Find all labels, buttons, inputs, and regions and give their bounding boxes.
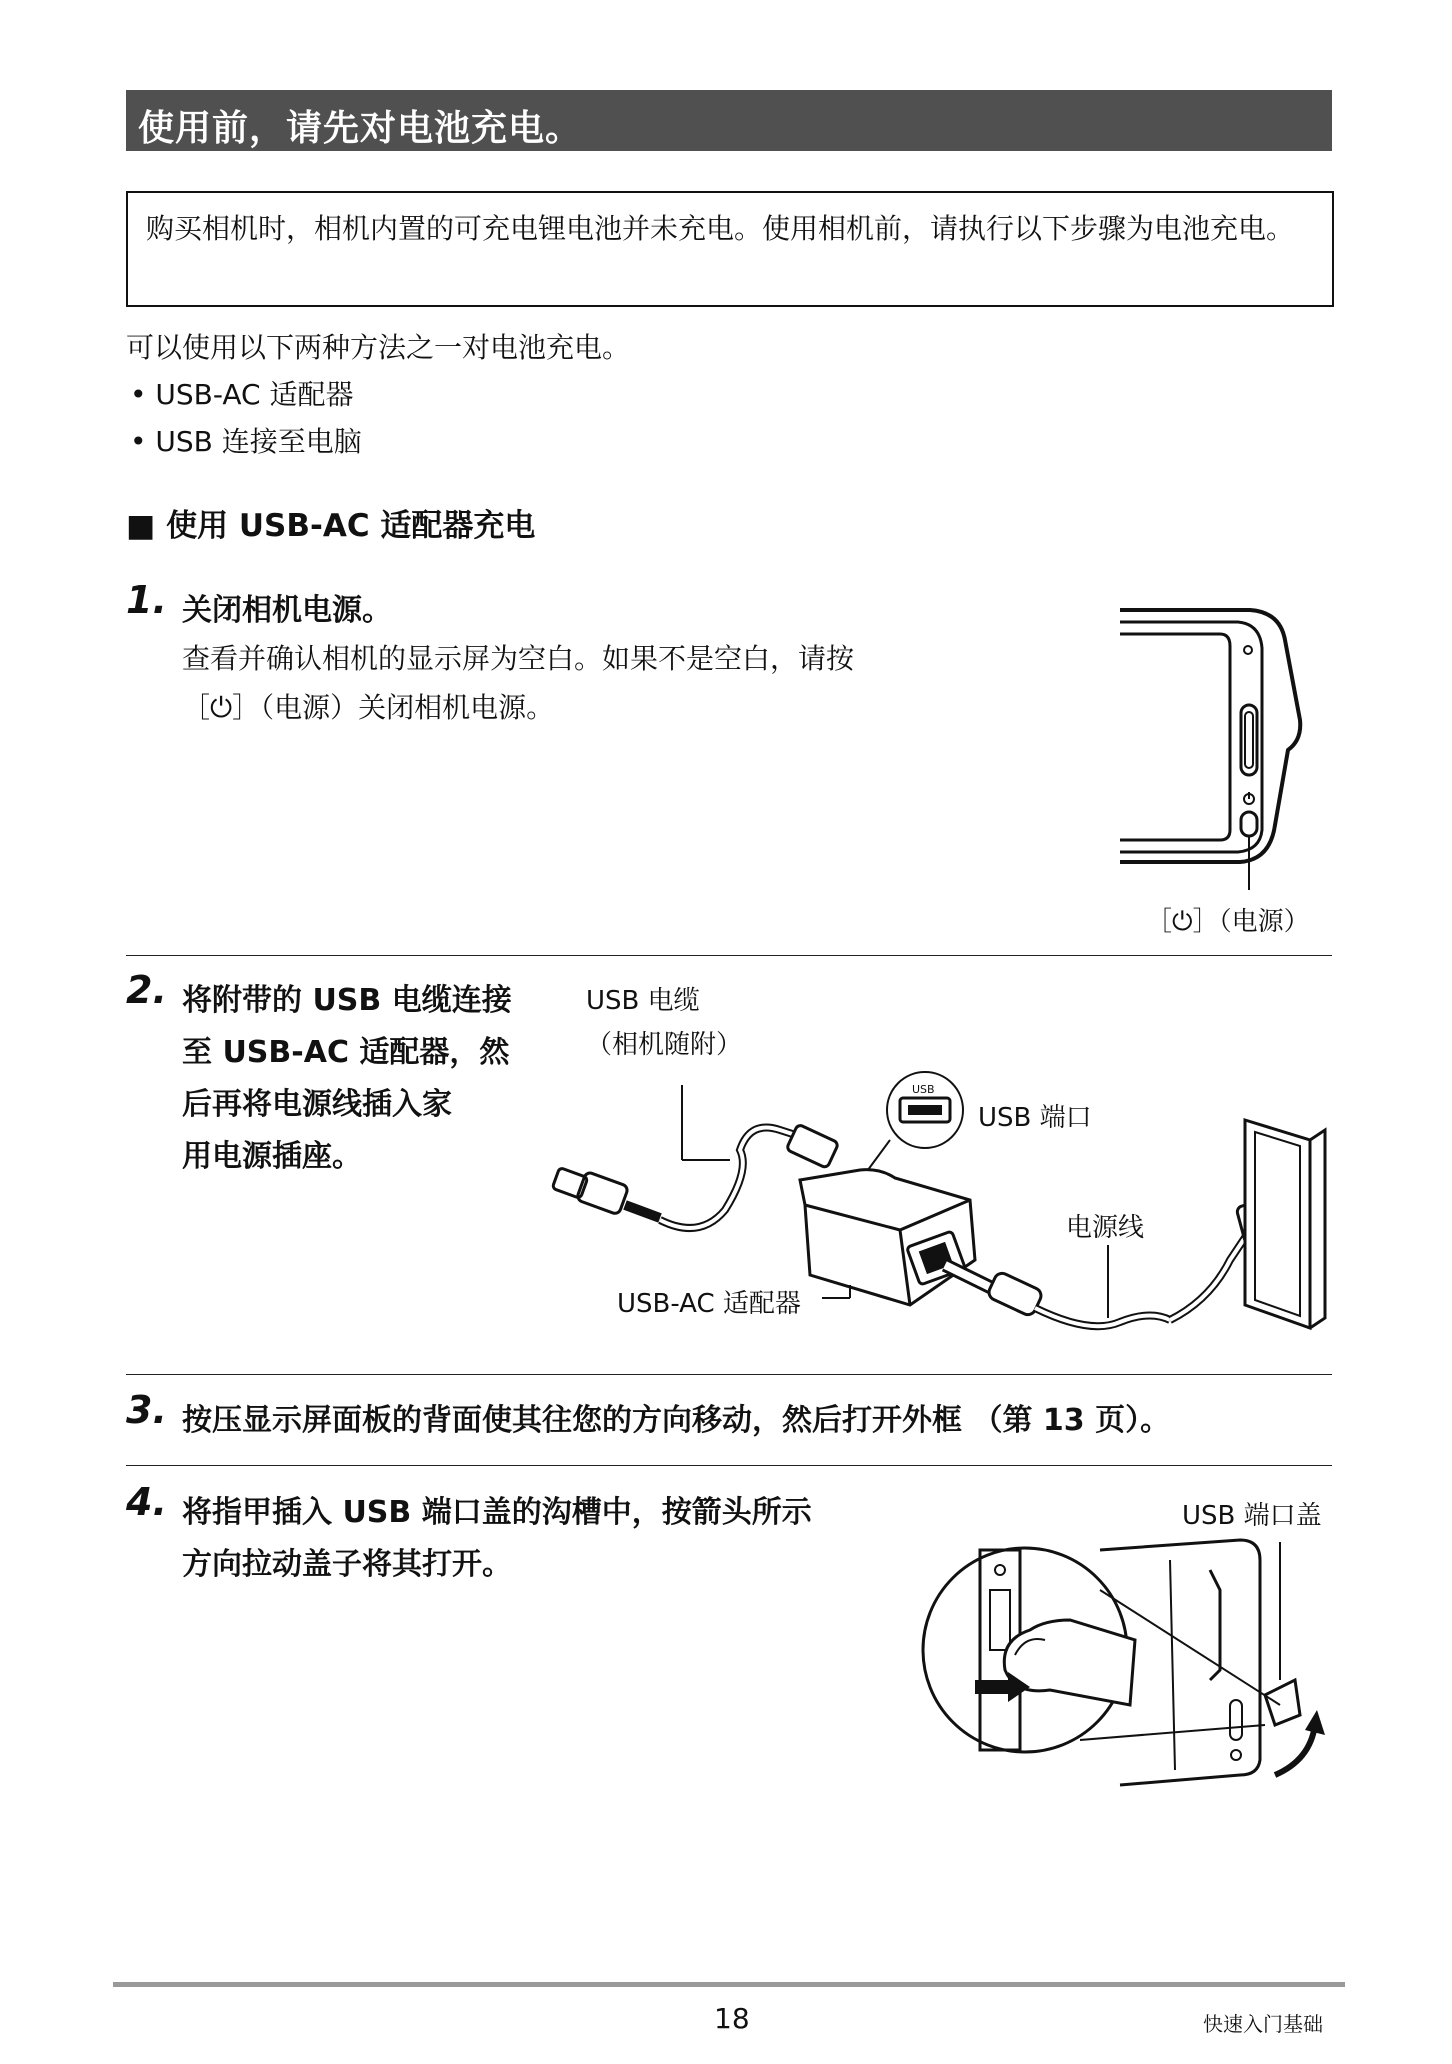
step-1-title: 关闭相机电源。 xyxy=(182,593,392,628)
methods-intro: 可以使用以下两种方法之一对电池充电。 xyxy=(126,331,631,364)
step-2-line-4: 用电源插座。 xyxy=(182,1139,362,1174)
footer-line xyxy=(113,1982,1345,1987)
footer-section: 快速入门基础 xyxy=(1203,2012,1323,2036)
page-title: 使用前，请先对电池充电。 xyxy=(138,108,583,149)
camera-back-illustration xyxy=(1110,600,1330,890)
step-3-title: 按压显示屏面板的背面使其往您的方向移动，然后打开外框 （第 13 页）。 xyxy=(182,1403,1171,1438)
section-heading: ■ 使用 USB-AC 适配器充电 xyxy=(126,508,536,544)
power-label: ［⏻］（电源） xyxy=(1146,907,1310,937)
intro-text: 购买相机时，相机内置的可充电锂电池并未充电。使用相机前，请执行以下步骤为电池充电。 xyxy=(146,212,1295,245)
step-4-number: 4. xyxy=(126,1480,167,1524)
step-2-number: 2. xyxy=(126,968,167,1012)
port-cover-illustration xyxy=(920,1530,1340,1790)
step-1-number: 1. xyxy=(126,578,167,622)
divider-2 xyxy=(126,1374,1332,1375)
step-2-line-2: 至 USB-AC 适配器，然 xyxy=(182,1035,510,1070)
usb-small-label: USB xyxy=(912,1083,935,1096)
page-number: 18 xyxy=(714,2002,750,2035)
usb-port-cover-label: USB 端口盖 xyxy=(1182,1501,1322,1531)
intro-box xyxy=(126,191,1334,307)
title-bar xyxy=(126,90,1332,151)
divider-1 xyxy=(126,955,1332,956)
adapter-connection-illustration xyxy=(550,1060,1340,1360)
step-3-number: 3. xyxy=(126,1388,167,1432)
divider-3 xyxy=(126,1465,1332,1466)
step-4-line-2: 方向拉动盖子将其打开。 xyxy=(182,1547,512,1582)
usb-cable-label: USB 电缆 xyxy=(586,986,700,1016)
step-1-text-1: 查看并确认相机的显示屏为空白。如果不是空白，请按 xyxy=(182,642,855,675)
usb-cable-note: （相机随附） xyxy=(586,1030,743,1060)
step-2-line-3: 后再将电源线插入家 xyxy=(182,1087,452,1122)
adapter-label: USB-AC 适配器 xyxy=(617,1289,801,1319)
step-1-text-2: ［⏻］（电源）关闭相机电源。 xyxy=(182,691,555,724)
usb-port-label: USB 端口 xyxy=(978,1103,1092,1133)
method-item-adapter: • USB-AC 适配器 xyxy=(130,378,354,411)
step-2-line-1: 将附带的 USB 电缆连接 xyxy=(182,983,512,1018)
power-cord-label: 电源线 xyxy=(1066,1213,1145,1243)
method-item-pc: • USB 连接至电脑 xyxy=(130,425,362,458)
step-4-line-1: 将指甲插入 USB 端口盖的沟槽中，按箭头所示 xyxy=(182,1495,812,1530)
